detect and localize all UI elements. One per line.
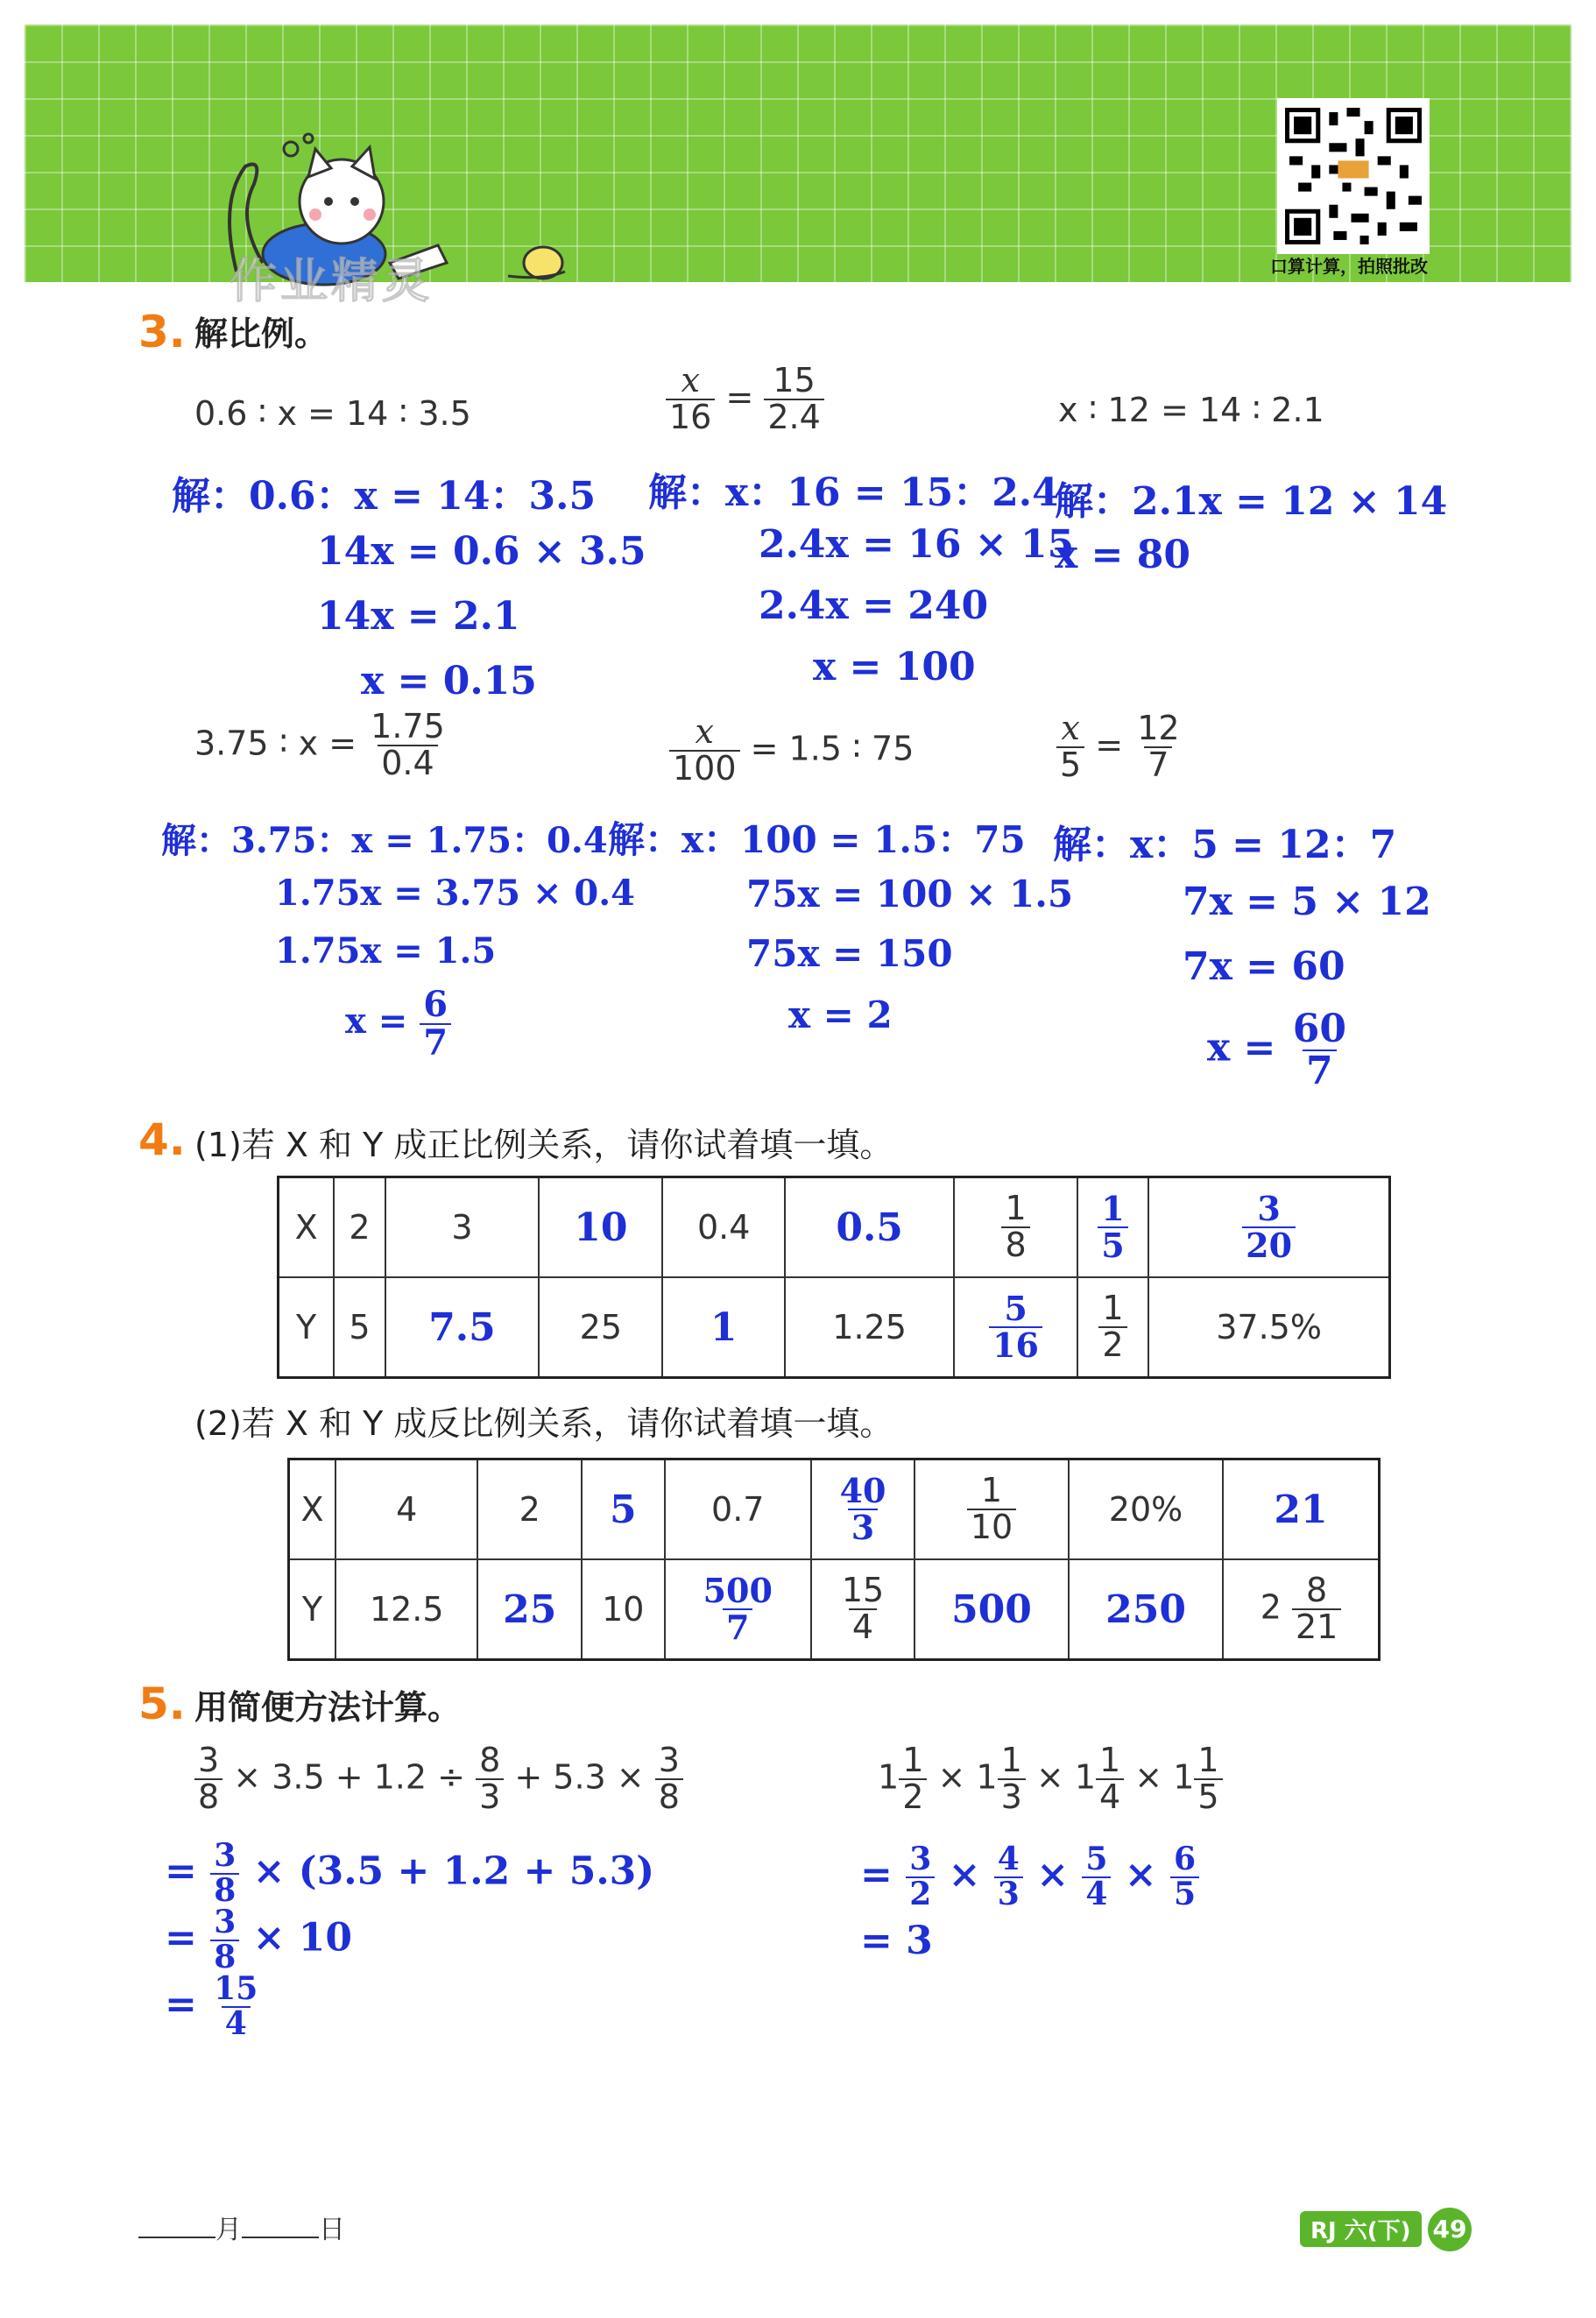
expression-1: $\frac{3}{8}$ × 3.5 + 1.2 ÷ $\frac{8}{3}$ + 5.3 × $\frac{3}{8}$ xyxy=(194,1743,683,1815)
table-cell: $\frac{1}{8}$ xyxy=(954,1177,1077,1278)
section-title: 解比例。 xyxy=(194,314,328,353)
table-cell: 1 xyxy=(662,1277,784,1378)
table-cell: 0.7 xyxy=(665,1459,812,1560)
qr-code[interactable] xyxy=(1277,98,1430,254)
answer-line: 7x = 5 × 12 xyxy=(1183,880,1431,924)
problem-text: $\frac{x}{16}$ = $\frac{15}{2.4}$ xyxy=(666,364,824,435)
table-cell: 3 xyxy=(385,1177,539,1278)
table-cell: $\frac{1}{10}$ xyxy=(915,1459,1069,1560)
answer-line: = $\frac{3}{8}$ × (3.5 + 1.2 + 5.3) xyxy=(165,1837,655,1909)
problem-text: $\frac{x}{5}$ = $\frac{12}{7}$ xyxy=(1056,711,1183,783)
table-cell: 1.25 xyxy=(785,1277,954,1378)
table-cell: $\frac{500}{7}$ xyxy=(665,1559,812,1660)
row-header: X xyxy=(279,1177,335,1278)
problem-text: $\frac{x}{100}$ = 1.5 ∶ 75 xyxy=(669,715,914,787)
page-number: 49 xyxy=(1428,2208,1472,2251)
table-cell: 2 $\frac{8}{21}$ xyxy=(1223,1559,1379,1660)
table-cell: 21 xyxy=(1223,1459,1379,1560)
answer-line: x = 2 xyxy=(788,993,893,1036)
table-cell: 5 xyxy=(582,1459,664,1560)
watermark: 作业精灵 xyxy=(230,253,433,308)
answer-line: 1.75x = 1.5 xyxy=(275,930,497,972)
answer-line: 75x = 150 xyxy=(746,932,953,975)
direct-proportion-table xyxy=(277,1176,1391,1379)
table-cell: 2 xyxy=(477,1459,582,1560)
answer-line: x = $\frac{6}{7}$ xyxy=(345,986,451,1062)
answer-line: 14x = 2.1 xyxy=(317,594,520,639)
table-cell: 4 xyxy=(335,1459,477,1560)
table-cell: 2 xyxy=(334,1177,385,1278)
table-cell: 10 xyxy=(539,1177,662,1278)
answer-line: 14x = 0.6 × 3.5 xyxy=(317,529,646,574)
table-cell: 500 xyxy=(915,1559,1069,1660)
table-cell: $\frac{1}{2}$ xyxy=(1077,1277,1148,1378)
section-title: 用简便方法计算。 xyxy=(194,1688,462,1727)
answer-line: x = 80 xyxy=(1055,533,1190,577)
answer-line: 解：x：5 = 12：7 xyxy=(1053,823,1397,867)
question-text: (2)若 X 和 Y 成反比例关系，请你试着填一填。 xyxy=(194,1404,893,1443)
answer-line: x = 100 xyxy=(813,645,976,689)
table-cell: 7.5 xyxy=(385,1277,539,1378)
answer-line: 解：x：16 = 15：2.4 xyxy=(648,470,1059,515)
answer-line: = $\frac{15}{4}$ xyxy=(165,1970,258,2042)
table-cell: $\frac{5}{16}$ xyxy=(954,1277,1077,1378)
table-cell: 5 xyxy=(334,1277,385,1378)
answer-line: 75x = 100 × 1.5 xyxy=(746,873,1074,915)
table-cell: 25 xyxy=(477,1559,582,1660)
table-cell: $\frac{1}{5}$ xyxy=(1077,1177,1148,1278)
answer-line: 解：x：100 = 1.5：75 xyxy=(608,818,1026,861)
expression-2: 1 $\frac{1}{2}$ × 1 $\frac{1}{3}$ × 1 $\frac{1}{4}$ × 1 $\frac{1}{5}$ xyxy=(878,1743,1223,1815)
month-label: 月 xyxy=(215,2215,242,2245)
qr-caption: 口算计算，拍照批改 xyxy=(1270,256,1428,277)
table-cell: 250 xyxy=(1069,1559,1223,1660)
series-badge: RJ 六(下) xyxy=(1300,2211,1422,2247)
table-cell: $\frac{15}{4}$ xyxy=(811,1559,915,1660)
problem-text: 3.75 ∶ x = $\frac{1.75}{0.4}$ xyxy=(194,707,445,782)
problem-text: 0.6 ∶ x = 14 ∶ 3.5 xyxy=(194,394,471,433)
answer-line: x = 0.15 xyxy=(361,659,537,703)
table-cell: $\frac{3}{20}$ xyxy=(1148,1177,1389,1278)
table-cell: 37.5% xyxy=(1148,1277,1389,1378)
table-cell: $\frac{40}{3}$ xyxy=(811,1459,915,1560)
row-header: Y xyxy=(289,1559,336,1660)
answer-line: = 3 xyxy=(860,1919,933,1963)
answer-line: 解：0.6：x = 14：3.5 xyxy=(172,474,597,519)
answer-line: x = $\frac{60}{7}$ xyxy=(1207,1007,1346,1094)
table-cell: 0.5 xyxy=(785,1177,954,1278)
answer-line: 7x = 60 xyxy=(1183,944,1345,989)
answer-line: 解：3.75：x = 1.75：0.4 xyxy=(161,820,608,861)
inverse-proportion-table xyxy=(287,1458,1381,1661)
answer-line: = $\frac{3}{2}$ × $\frac{4}{3}$ × $\frac{5}{4}$ × $\frac{6}{5}$ xyxy=(860,1843,1199,1912)
section-number: 4. xyxy=(138,1114,186,1165)
table-cell: 20% xyxy=(1069,1459,1223,1560)
answer-line: 解：2.1x = 12 × 14 xyxy=(1055,479,1448,524)
table-cell: 0.4 xyxy=(662,1177,784,1278)
answer-line: 2.4x = 240 xyxy=(759,583,989,628)
section-number: 3. xyxy=(138,307,186,357)
answer-line: 1.75x = 3.75 × 0.4 xyxy=(275,873,636,914)
question-text: (1)若 X 和 Y 成正比例关系，请你试着填一填。 xyxy=(194,1126,893,1164)
problem-text: x ∶ 12 = 14 ∶ 2.1 xyxy=(1058,391,1324,429)
table-cell: 25 xyxy=(539,1277,662,1378)
section-number: 5. xyxy=(138,1678,186,1729)
row-header: Y xyxy=(279,1277,335,1378)
day-label: 日 xyxy=(319,2215,345,2245)
answer-line: 2.4x = 16 × 15 xyxy=(759,522,1075,567)
date-field[interactable] xyxy=(138,2208,345,2246)
answer-line: = $\frac{3}{8}$ × 10 xyxy=(165,1904,353,1975)
table-cell: 10 xyxy=(582,1559,664,1660)
row-header: X xyxy=(289,1459,336,1560)
table-cell: 12.5 xyxy=(335,1559,477,1660)
